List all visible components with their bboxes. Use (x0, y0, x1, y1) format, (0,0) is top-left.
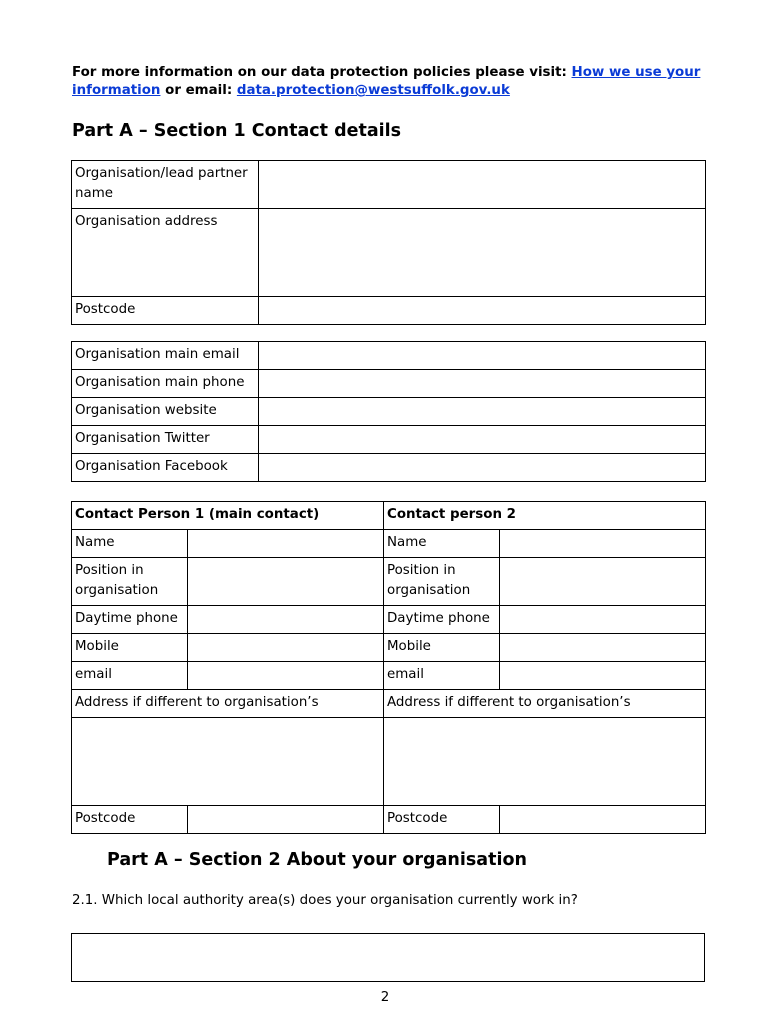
how-we-use-info-link[interactable]: How we use your information (72, 65, 701, 98)
contact-person2-heading: Contact person 2 (384, 502, 706, 530)
org-address-field[interactable] (259, 209, 706, 297)
person1-mobile-field[interactable] (188, 634, 384, 662)
org-facebook-field[interactable] (259, 454, 706, 482)
org-twitter-label: Organisation Twitter (72, 426, 259, 454)
person2-name-field[interactable] (500, 530, 706, 558)
section1-heading: Part A – Section 1 Contact details (72, 121, 402, 141)
contact-person1-heading: Contact Person 1 (main contact) (72, 502, 384, 530)
person2-address-label: Address if different to organisation’s (384, 690, 706, 718)
person1-email-label: email (72, 662, 188, 690)
org-name-field[interactable] (259, 161, 706, 209)
person2-phone-field[interactable] (500, 606, 706, 634)
org-name-label: Organisation/lead partner name (72, 161, 259, 209)
org-facebook-label: Organisation Facebook (72, 454, 259, 482)
question-2-1: 2.1. Which local authority area(s) does your organisation currently work in? (72, 893, 578, 908)
person2-email-field[interactable] (500, 662, 706, 690)
question-2-1-answer-field[interactable] (71, 933, 705, 982)
person1-postcode-label: Postcode (72, 806, 188, 834)
org-email-field[interactable] (259, 342, 706, 370)
person2-postcode-label: Postcode (384, 806, 500, 834)
person1-mobile-label: Mobile (72, 634, 188, 662)
org-address-label: Organisation address (72, 209, 259, 297)
person2-position-label: Position in organisation (384, 558, 500, 606)
notice-text: For more information on our data protection policies please visit: (72, 65, 572, 80)
person2-email-label: email (384, 662, 500, 690)
person2-name-label: Name (384, 530, 500, 558)
person2-postcode-field[interactable] (500, 806, 706, 834)
org-postcode-field[interactable] (259, 297, 706, 325)
org-phone-label: Organisation main phone (72, 370, 259, 398)
person1-name-label: Name (72, 530, 188, 558)
person2-address-field[interactable] (384, 718, 706, 806)
person1-name-field[interactable] (188, 530, 384, 558)
org-phone-field[interactable] (259, 370, 706, 398)
person1-address-field[interactable] (72, 718, 384, 806)
person1-phone-field[interactable] (188, 606, 384, 634)
notice-text-middle: or email: (160, 83, 237, 98)
person1-postcode-field[interactable] (188, 806, 384, 834)
org-twitter-field[interactable] (259, 426, 706, 454)
person1-address-label: Address if different to organisation’s (72, 690, 384, 718)
page-number: 2 (380, 990, 390, 1005)
person2-mobile-field[interactable] (500, 634, 706, 662)
organisation-details-table (71, 160, 706, 325)
person1-phone-label: Daytime phone (72, 606, 188, 634)
org-postcode-label: Postcode (72, 297, 259, 325)
contact-persons-table (71, 501, 706, 834)
person2-phone-label: Daytime phone (384, 606, 500, 634)
person1-position-label: Position in organisation (72, 558, 188, 606)
data-protection-email-link[interactable]: data.protection@westsuffolk.gov.uk (236, 83, 510, 98)
org-website-field[interactable] (259, 398, 706, 426)
section2-heading: Part A – Section 2 About your organisation (107, 850, 527, 870)
person1-email-field[interactable] (188, 662, 384, 690)
organisation-contact-channels-table (71, 341, 706, 482)
person2-position-field[interactable] (500, 558, 706, 606)
person1-position-field[interactable] (188, 558, 384, 606)
org-website-label: Organisation website (72, 398, 259, 426)
org-email-label: Organisation main email (72, 342, 259, 370)
data-protection-notice (72, 64, 702, 100)
person2-mobile-label: Mobile (384, 634, 500, 662)
